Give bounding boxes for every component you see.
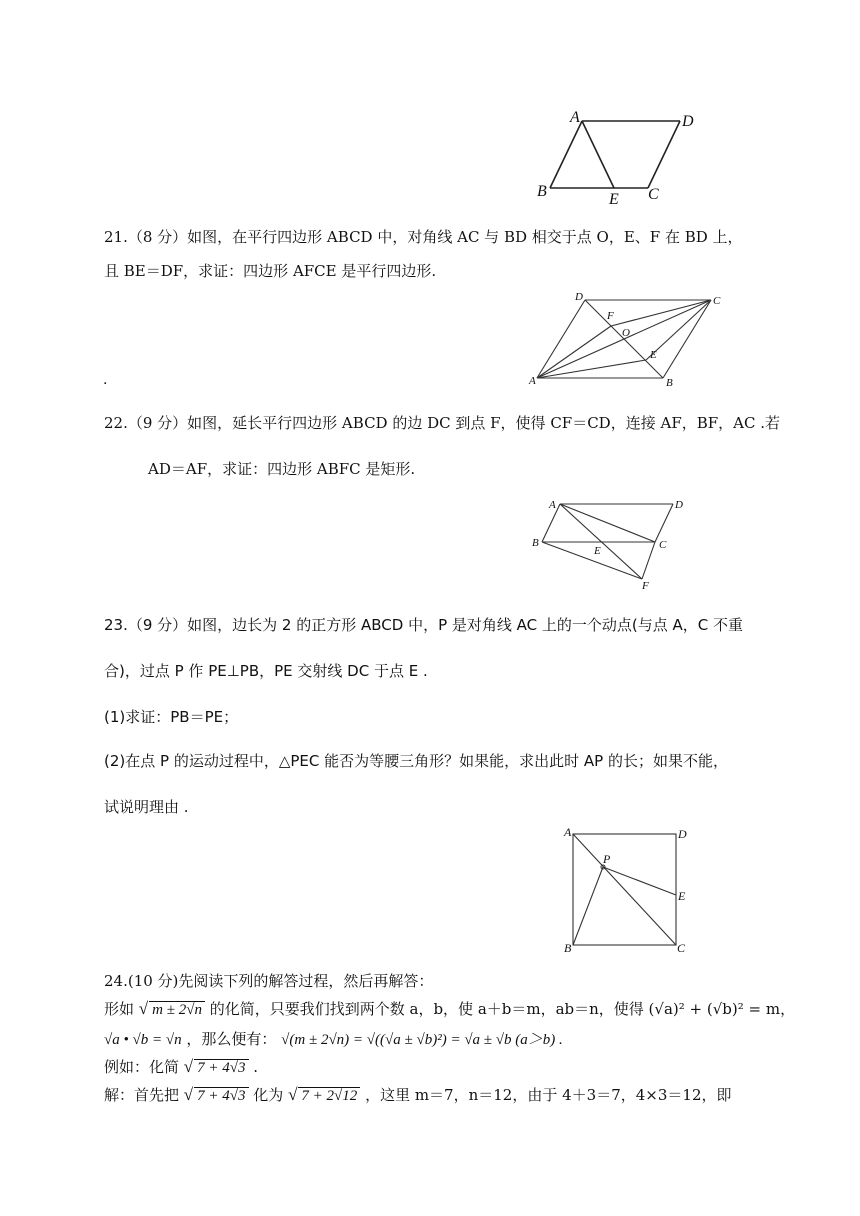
q24-line4: 例如：化简 √ 7 + 4√3 . (104, 1057, 259, 1076)
stray-dot: . (103, 372, 108, 388)
fig20-label-e: E (609, 191, 619, 208)
fig23-label-e: E (678, 889, 686, 903)
q24-l5-radical1: 7 + 4√3 (194, 1087, 248, 1105)
fig23-label-p: P (603, 852, 611, 866)
fig21-label-o: O (622, 327, 630, 339)
q23-line5: 试说明理由 . (104, 798, 189, 816)
q24-l2-radical: m ± 2√n (149, 1001, 205, 1019)
fig22-label-f: F (642, 580, 649, 592)
figure-square-abcd-p (556, 822, 696, 957)
fig20-label-d: D (682, 113, 694, 130)
fig20-label-a: A (570, 109, 580, 126)
q23-part2: (2)在点 P 的运动过程中，△PEC 能否为等腰三角形？如果能，求出此时 AP 的长；如果不能， (104, 752, 728, 770)
fig23-label-a: A (564, 825, 572, 839)
q24-l3-text: ，那么便有： (186, 1030, 277, 1048)
q24-l2-text: 的化简，只要我们找到两个数 a，b，使 a＋b＝m，ab＝n，使得 (√a)² + (√b)² = m， (209, 1000, 796, 1018)
q24-line3 (104, 1028, 563, 1049)
q23-part1: (1)求证：PB＝PE； (104, 708, 239, 726)
q21-line1: 21.（8 分）如图，在平行四边形 ABCD 中，对角线 AC 与 BD 相交于点 O，E、F 在 BD 上， (104, 228, 743, 246)
fig21-label-e: E (650, 349, 657, 361)
fig23-label-c: C (677, 941, 686, 955)
fig22-label-c: C (659, 539, 667, 551)
fig20-label-b: B (537, 183, 547, 200)
q22-line1: 22.（9 分）如图，延长平行四边形 ABCD 的边 DC 到点 F，使得 CF＝CD，连接 AF，BF，AC .若 (104, 414, 780, 432)
fig21-label-f: F (607, 310, 614, 322)
q24-line2: 形如 √ m ± 2√n 的化简，只要我们找到两个数 a，b，使 a＋b＝m，ab＝n，使得 (√a)² + (√b)² = m， (104, 999, 796, 1018)
q22-line2: AD＝AF，求证：四边形 ABFC 是矩形. (148, 460, 416, 478)
figure-parallelogram-afce (525, 290, 725, 390)
fig22-label-e: E (594, 545, 601, 557)
q24-l4-text: 例如：化简 (104, 1058, 180, 1076)
q23-line2: 合)，过点 P 作 PE⊥PB，PE 交射线 DC 于点 E . (104, 662, 428, 680)
fig23-label-b: B (564, 941, 572, 955)
q24-l3-product: √a • √b = √n (104, 1032, 182, 1048)
q23-line1: 23.（9 分）如图，边长为 2 的正方形 ABCD 中，P 是对角线 AC 上的一个动点(与点 A，C 不重 (104, 616, 744, 634)
figure-rectangle-abfc (528, 492, 698, 592)
q24-l2-prefix: 形如 (104, 1000, 135, 1018)
figure-parallelogram-abcd-ae (530, 105, 710, 210)
q24-l5-text-c: ，这里 m＝7，n＝12，由于 4＋3＝7，4×3＝12，即 (365, 1086, 732, 1104)
q24-l4-radical: 7 + 4√3 (194, 1059, 248, 1077)
q24-l5-text-b: 化为 (253, 1086, 284, 1104)
fig21-label-c: C (713, 295, 721, 307)
fig21-label-a: A (529, 375, 536, 387)
fig23-label-d: D (678, 827, 687, 841)
fig20-label-c: C (648, 186, 659, 203)
fig22-label-a: A (549, 499, 556, 511)
fig22-label-b: B (532, 537, 539, 549)
q24-l5-radical2: 7 + 2√12 (298, 1087, 360, 1105)
fig21-label-b: B (666, 377, 673, 389)
fig21-label-d: D (575, 291, 583, 303)
q24-line1: 24.(10 分)先阅读下列的解答过程，然后再解答： (104, 972, 434, 990)
fig22-label-d: D (675, 499, 683, 511)
q24-line5: 解：首先把 √ 7 + 4√3 化为 √ 7 + 2√12 ，这里 m＝7，n＝12，由于 4＋3＝7，4×3＝12，即 (104, 1085, 732, 1104)
q24-l5-text-a: 解：首先把 (104, 1086, 180, 1104)
q24-l3-formula: √(m ± 2√n) = √((√a ± √b)²) = √a ± √b (a＞b) . (281, 1032, 563, 1048)
q21-line2: 且 BE＝DF，求证：四边形 AFCE 是平行四边形. (104, 262, 437, 280)
